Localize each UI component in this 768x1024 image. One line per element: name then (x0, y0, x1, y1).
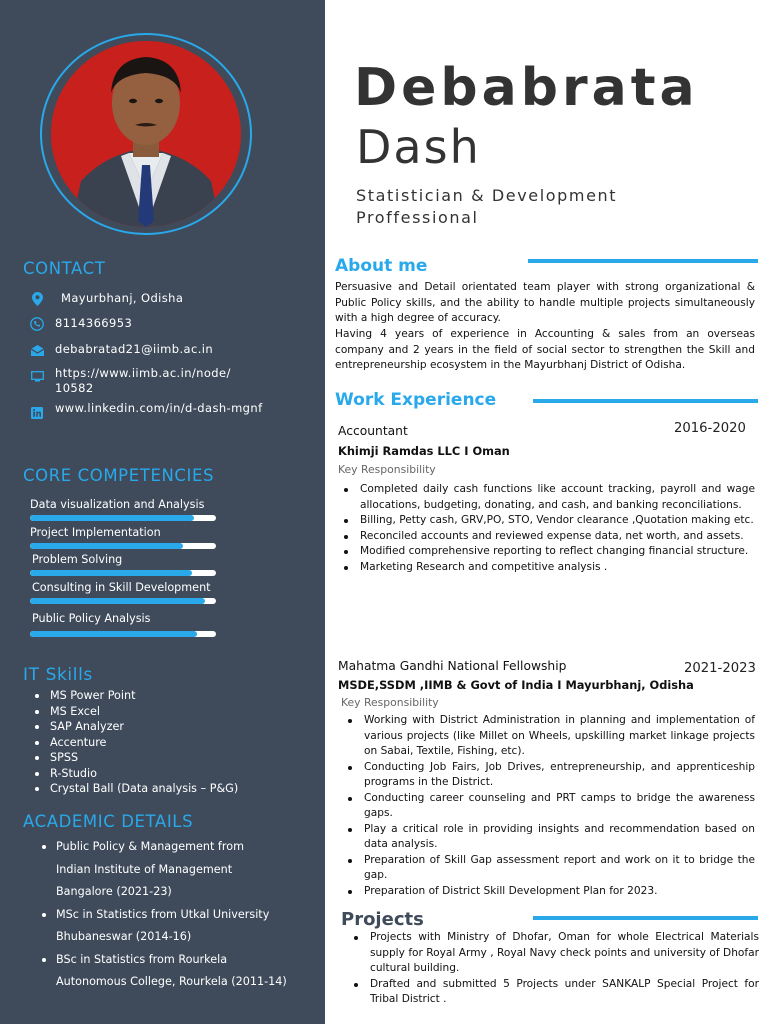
job-role: Mahatma Gandhi National Fellowship (338, 659, 567, 673)
list-item: Accenture (33, 735, 238, 751)
contact-linkedin[interactable] (30, 401, 263, 420)
competency-bar (30, 631, 216, 637)
projects-heading: Projects (341, 909, 424, 930)
email-text: debabratad21@iimb.ac.in (55, 342, 214, 356)
competency-item (32, 553, 222, 576)
about-paragraph-1: Persuasive and Detail orientated team player with strong organizational & Public Policy skills, and the ability to handle multiple projects simultaneously with a high degree of accuracy. (335, 281, 755, 324)
job-years: 2016-2020 (674, 421, 746, 436)
list-item: Crystal Ball (Data analysis – P&G) (33, 781, 238, 797)
competency-label: Data visualization and Analysis (30, 498, 205, 511)
competency-bar (30, 570, 216, 576)
list-item: Marketing Research and competitive analysis . (338, 560, 755, 576)
competency-label: Public Policy Analysis (32, 612, 151, 625)
projects-divider (533, 916, 758, 920)
competency-label: Problem Solving (32, 553, 123, 566)
linkedin-icon (30, 406, 44, 420)
key-responsibility-label: Key Responsibility (338, 463, 436, 476)
list-item: MS Power Point (33, 688, 238, 704)
competency-bar (30, 598, 216, 604)
competency-label: Project Implementation (30, 526, 161, 539)
list-item: BSc in Statistics from Rourkela Autonomous College, Rourkela (2011-14) (40, 949, 290, 994)
location-text: Mayurbhanj, Odisha (61, 291, 184, 305)
job-organization: MSDE,SSDM ,IIMB & Govt of India I Mayurbhanj, Odisha (338, 678, 694, 692)
competency-item (32, 612, 222, 637)
it-skills-list (33, 688, 238, 797)
competency-item (32, 581, 222, 604)
job-responsibilities (338, 482, 755, 575)
it-skills-heading: IT Skills (23, 665, 93, 685)
list-item: Completed daily cash functions like account tracking, payroll and wage allocations, budgeting, donating, and cash, and banking reconciliations. (338, 482, 755, 513)
last-name: Dash (356, 120, 481, 174)
competency-bar-fill (30, 515, 194, 521)
location-icon (30, 292, 44, 306)
list-item: Projects with Ministry of Dhofar, Oman for whole Electrical Materials supply for Royal Army , Royal Navy check points and university of Dhofar cultural building. (348, 930, 759, 977)
work-divider (533, 399, 758, 403)
competency-bar (30, 543, 216, 549)
linkedin-text: www.linkedin.com/in/d-dash-mgnf (55, 401, 263, 415)
sidebar (0, 0, 325, 1024)
academic-heading: ACADEMIC DETAILS (23, 812, 194, 831)
website-line-1: https://www.iimb.ac.in/node/ (55, 366, 231, 380)
profile-photo-frame (40, 33, 252, 235)
competency-label: Consulting in Skill Development (32, 581, 211, 594)
job-organization: Khimji Ramdas LLC I Oman (338, 444, 510, 458)
competency-bar-fill (30, 543, 183, 549)
competency-bar (30, 515, 216, 521)
list-item: Drafted and submitted 5 Projects under SANKALP Special Project for Tribal District . (348, 977, 759, 1008)
contact-location (30, 291, 183, 306)
first-name: Debabrata (354, 58, 699, 118)
list-item: Preparation of Skill Gap assessment report and work on it to bridge the gap. (342, 853, 755, 884)
profile-photo (51, 41, 241, 227)
email-icon (30, 343, 44, 357)
about-divider (528, 259, 758, 263)
competency-item (30, 526, 220, 549)
website-text (55, 366, 231, 396)
contact-heading: CONTACT (23, 259, 106, 278)
monitor-icon (30, 369, 44, 383)
competency-bar-fill (30, 631, 197, 637)
competency-bar-fill (30, 570, 192, 576)
job-responsibilities (342, 713, 755, 899)
list-item: MSc in Statistics from Utkal University Bhubaneswar (2014-16) (40, 904, 280, 949)
competency-bar-fill (30, 598, 205, 604)
list-item: Preparation of District Skill Development Plan for 2023. (342, 884, 755, 900)
job-role: Accountant (338, 424, 408, 438)
list-item: Working with District Administration in planning and implementation of various projects (like Millet on Wheels, upskilling market linkage projects on Sabai, Textile, Fishing, etc). (342, 713, 755, 760)
key-responsibility-label: Key Responsibility (341, 696, 439, 709)
list-item: Billing, Petty cash, GRV,PO, STO, Vendor clearance ,Quotation making etc. (338, 513, 755, 529)
list-item: Reconciled accounts and reviewed expense data, net worth, and assets. (338, 529, 755, 545)
job-title: Statistician & Development Proffessional (356, 186, 618, 227)
list-item: Conducting Job Fairs, Job Drives, entrepreneurship, and apprenticeship programs in the District. (342, 760, 755, 791)
competency-item (30, 498, 220, 521)
work-heading: Work Experience (335, 390, 497, 410)
job-years: 2021-2023 (684, 661, 756, 676)
list-item: MS Excel (33, 704, 238, 720)
list-item: Conducting career counseling and PRT camps to bridge the awareness gaps. (342, 791, 755, 822)
contact-email[interactable] (30, 342, 213, 357)
contact-website[interactable] (30, 366, 231, 396)
contact-phone[interactable] (30, 316, 132, 331)
list-item: SAP Analyzer (33, 719, 238, 735)
list-item: Modified comprehensive reporting to reflect changing financial structure. (338, 544, 755, 560)
list-item: Play a critical role in providing insights and recommendation based on data analysis. (342, 822, 755, 853)
list-item: SPSS (33, 750, 238, 766)
phone-icon (30, 317, 44, 331)
academic-list (40, 836, 300, 994)
about-paragraph-2: Having 4 years of experience in Accounting & sales from an overseas company and 2 years in the field of social sector to strengthen the Skill and entrepreneurship ecosystem in the Mayurbhanj District of Odisha. (335, 328, 755, 371)
website-line-2: 10582 (55, 381, 94, 395)
competencies-heading: CORE COMPETENCIES (23, 466, 215, 485)
list-item: Public Policy & Management from Indian Institute of Management Bangalore (2021-23) (40, 836, 255, 904)
phone-text: 8114366953 (55, 316, 133, 330)
list-item: R-Studio (33, 766, 238, 782)
about-heading: About me (335, 256, 428, 276)
projects-list (348, 930, 759, 1008)
